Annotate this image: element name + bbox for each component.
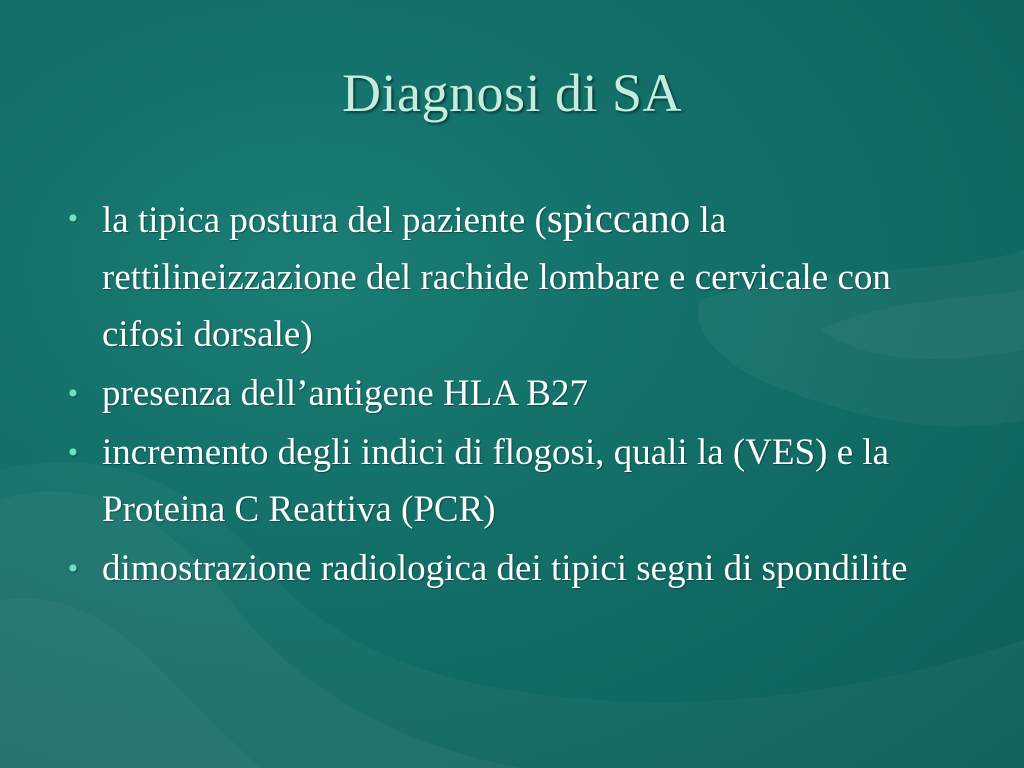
bullet-list: [58, 190, 958, 599]
bullet-item: [58, 424, 958, 538]
bullet-text-part: la tipica postura del paziente (: [102, 200, 547, 241]
bullet-item: [58, 365, 958, 422]
slide-title: Diagnosi di SA: [341, 63, 683, 123]
bullet-dot-icon: •: [67, 202, 79, 235]
bullet-item: [58, 540, 958, 597]
bullet-item: [58, 190, 958, 363]
bullet-dot-icon: •: [67, 552, 79, 585]
bullet-text: dimostrazione radiologica dei tipici segni di spondilite: [102, 548, 908, 589]
bullet-text-emphasis: spiccano: [546, 195, 691, 241]
bullet-text: presenza dell’antigene HLA B27: [102, 373, 588, 414]
bullet-text: incremento degli indici di flogosi, quali la (VES) e la Proteina C Reattiva (PCR): [102, 432, 890, 530]
bullet-dot-icon: •: [67, 377, 79, 410]
bullet-dot-icon: •: [67, 436, 79, 469]
bullet-text-part: la rettilineizzazione del rachide lombare e cervicale con cifosi dorsale): [102, 200, 891, 355]
